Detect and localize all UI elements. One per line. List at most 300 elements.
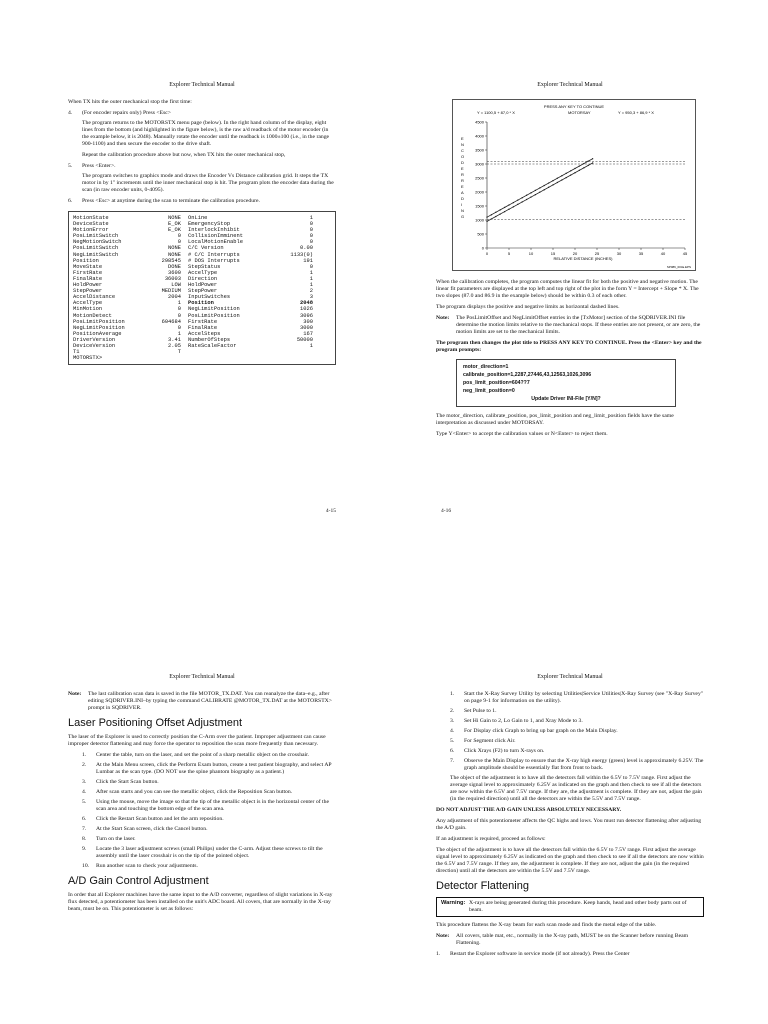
step-text: Observe the Main Display to ensure that the X-ray high energy (green) level is approximately 6.25V. The graph amplitude should be essentially flat from front to back.	[464, 758, 704, 771]
data-point	[522, 201, 523, 202]
paragraph: The object of the adjustment is to have all the detectors fall within the 6.5V to 7.5V range. First adjust the average signal level to approximately 6.25V as indicated on the graph and then check to see if all the detectors are now within the 6.5V and 7.5V range. If they are, the adjustment is complete. If they are not, adjust the gain (in the required direction) until all the detectors are within the 5.5V and 7.5V range.	[450, 775, 703, 802]
data-point	[588, 161, 589, 162]
section-title-laser: Laser Positioning Offset Adjustment	[68, 717, 243, 729]
table-cell: Direction	[188, 275, 218, 282]
page-4-16	[436, 82, 704, 442]
data-point	[504, 211, 505, 212]
step-text: Start the X-Ray Survey Utility by selecting Utilities|Service Utilities|X-Ray Survey (see "X-Ray Survey" on page 9-1 for information on the utility).	[464, 691, 704, 704]
table-cell: CollisionImminent	[188, 233, 243, 240]
x-axis-label: RELATIVE DISTANCE (INCHES)	[553, 256, 613, 261]
data-point	[574, 172, 575, 173]
data-point	[588, 165, 589, 166]
table-cell: AccelDistance	[73, 294, 116, 301]
list-item	[82, 826, 336, 833]
step-text: At the Start Scan screen, click the Cancel button.	[96, 826, 208, 832]
step-number: 1.	[450, 691, 455, 697]
table-cell: MotionError	[73, 227, 109, 234]
list-item	[82, 816, 336, 823]
paragraph: The program displays the positive and negative limits as horizontal dashed lines.	[436, 304, 620, 310]
page-number: 4-16	[441, 508, 452, 514]
table-cell: 1	[309, 215, 313, 221]
step-number: 1.	[82, 752, 87, 758]
fit-right-label: Y = 950,3 + 86,9 * X	[618, 110, 654, 115]
table-cell: HoldPower	[73, 282, 103, 289]
data-point	[486, 217, 487, 218]
data-point	[526, 199, 527, 200]
step-number: 7.	[82, 826, 87, 832]
step-number: 2.	[82, 762, 87, 768]
table-cell: 1	[177, 330, 181, 337]
table-cell: NumberOfSteps	[188, 336, 231, 343]
note-text: The PosLimitOffset and NegLimitOffset entries in the [TxMotor] section of the SQDRIVER.INI file determine the motion limits relative to the mechanical stops. If these entries are not present, or are zero, the motion limits are set to the mechanical limits.	[456, 315, 701, 335]
table-cell: 1133(0)	[290, 251, 313, 258]
y-axis-label-letter: R	[461, 178, 464, 183]
table-cell: PositionAverage	[73, 330, 122, 337]
prompt-line: calibrate_position=1,2287,27446,43,12563,1026,3096	[463, 372, 592, 378]
page-header: Explorer Technical Manual	[169, 82, 235, 88]
y-tick-label: 1000	[475, 217, 484, 223]
y-axis-label-letter: D	[461, 160, 464, 165]
step-text: Set Hi Gain to 2, Lo Gain to 1, and Xray Mode to 3.	[464, 718, 583, 724]
y-tick-label: 3500	[475, 147, 484, 153]
table-cell: FinalRate	[73, 275, 103, 282]
step-text: Locate the 3 laser adjustment screws (small Philips) under the C-arm. Adjust these screws to tilt the assembly until the laser crosshair is on the tip of the pointed object.	[96, 846, 323, 859]
data-point	[544, 189, 545, 190]
y-tick-label: 1500	[475, 203, 484, 209]
table-cell: EmergencyStop	[188, 221, 231, 228]
data-point	[579, 165, 580, 166]
table-cell: 0	[177, 324, 181, 331]
y-axis-label-letter: E	[461, 184, 464, 189]
x-tick-label: 30	[616, 251, 622, 256]
step-1	[436, 951, 704, 958]
table-cell: T1	[73, 349, 80, 356]
x-tick-label: 5	[507, 251, 511, 256]
data-point	[552, 180, 553, 181]
table-cell: 0	[309, 221, 313, 228]
data-point	[513, 202, 514, 203]
data-point	[491, 218, 492, 219]
chart-canvas	[453, 100, 695, 270]
list-item	[82, 863, 336, 870]
table-cell: 0	[309, 239, 313, 246]
list-item	[450, 708, 704, 715]
y-axis-label-letter: E	[461, 136, 464, 141]
y-axis-label-letter: G	[461, 214, 465, 219]
table-cell: 3.41	[168, 336, 181, 343]
data-point	[592, 158, 593, 159]
paragraph: When the calibration completes, the program computes the linear fit for both the positive and negative motion. The linear fit parameters are displayed at the top left and top right of the plot in the form Y = Intercept + Slope * X. The two slopes (87.0 and 86.9 in the example below) should be within 0.3 of each other.	[436, 279, 699, 299]
data-point	[574, 168, 575, 169]
table-cell: 1	[177, 300, 181, 307]
note-block	[68, 691, 336, 712]
table-cell: 2048	[300, 300, 313, 307]
step-number: 4.	[82, 789, 87, 795]
table-cell: 3096	[300, 312, 313, 319]
y-tick-label: 500	[477, 231, 484, 237]
table-cell	[273, 355, 313, 361]
paragraph: The motor_direction, calibrate_position, pos_limit_position and neg_limit_position fields have the same interpretation as discussed under MOTORSAY.	[436, 413, 674, 426]
page-header: Explorer Technical Manual	[537, 674, 603, 680]
y-axis-label-letter: D	[461, 196, 464, 201]
table-cell: LOW	[171, 282, 181, 289]
prompt-line: pos_limit_position=604??7	[463, 380, 530, 386]
table-cell: StepStatus	[188, 263, 221, 270]
table-cell: 1026	[300, 306, 313, 313]
step-number: 5.	[68, 163, 73, 169]
y-axis-label-letter: R	[461, 172, 464, 177]
table-cell: 0	[177, 306, 181, 313]
step-number: 5.	[82, 799, 87, 805]
plot-area	[475, 119, 688, 256]
step-text: At the Main Menu screen, click the Perform Exam button, create a test patient biography, and select AP Lumbar as the scan type. (DO NOT use the spine phantom biography as a patient.)	[96, 762, 332, 775]
step-5	[68, 163, 336, 170]
table-cell: NONE	[168, 251, 181, 258]
step-text: Using the mouse, move the image so that the tip of the metallic object is in the horizontal center of the scan area and touching the bottom edge of the scan area.	[96, 799, 329, 812]
paragraph: The program then changes the plot title to PRESS ANY KEY TO CONTINUE. Press the <Enter> key and the program prompts:	[436, 340, 702, 353]
data-point	[592, 162, 593, 163]
table-cell: NegLimitPosition	[73, 324, 125, 331]
chart-title: PRESS ANY KEY TO CONTINUE	[543, 104, 605, 109]
table-cell: FirstRate	[188, 318, 218, 325]
x-tick-label: 40	[660, 251, 666, 256]
paragraph: The laser of the Explorer is used to correctly position the C-Arm over the patient. Improper adjustment can cause improper detector flattening and may force the operator to reposition the scan more frequently than necessary.	[68, 734, 326, 747]
step-text: Press <Enter>.	[82, 163, 116, 169]
section-title-ad-gain: A/D Gain Control Adjustment	[68, 875, 209, 887]
data-point	[495, 212, 496, 213]
step-number: 5.	[450, 738, 455, 744]
table-cell: PosLimitSwitch	[73, 245, 119, 252]
step-number: 6.	[450, 748, 455, 754]
step-text: Set Pulse to 1.	[464, 708, 497, 714]
step-text: Click the Restart Scan button and let the arm reposition.	[96, 816, 224, 822]
note-label: Note:	[436, 315, 450, 321]
table-cell: 0	[309, 263, 313, 270]
step-number: 9.	[82, 846, 87, 852]
list-item	[450, 758, 704, 772]
page-header: Explorer Technical Manual	[169, 674, 235, 680]
paragraph: The program switches to graphics mode and draws the Encoder Vs Distance calibration grid. It steps the TX motor in by 1" increments until the inner mechanical stop is hit. The program plots the encoder data during the scan (in raw encoder units, 0-4095).	[82, 173, 334, 193]
data-point	[566, 173, 567, 174]
x-tick-label: 35	[638, 251, 644, 256]
x-tick-label: 20	[572, 251, 578, 256]
step-4	[68, 110, 336, 117]
table-cell: InterlockInhibit	[188, 227, 240, 234]
data-point	[517, 200, 518, 201]
step-text: Click Xrays (F2) to turn X-rays on.	[464, 748, 545, 754]
table-cell: 300	[303, 318, 313, 325]
step-number: 6.	[82, 816, 87, 822]
table-cell: 2.05	[168, 342, 181, 349]
step-number: 7.	[450, 758, 455, 764]
data-point	[548, 187, 549, 188]
table-cell: LocalMotionEnable	[188, 239, 243, 246]
y-axis-label-letter: C	[461, 148, 464, 153]
step-number: 8.	[82, 836, 87, 842]
table-cell: # DOS Interrupts	[188, 257, 240, 264]
step-number: 4.	[450, 728, 455, 734]
data-point	[579, 170, 580, 171]
table-cell: NONE	[168, 245, 181, 252]
step-number: 10.	[82, 863, 90, 869]
table-cell: Position	[73, 257, 99, 264]
y-tick-label: 2000	[475, 189, 484, 195]
step-text: After scan starts and you can see the metallic object, click the Reposition Scan button.	[96, 789, 293, 795]
table-cell	[185, 355, 273, 361]
table-cell: 0	[309, 227, 313, 234]
data-point	[500, 213, 501, 214]
table-cell: 36003	[164, 275, 181, 282]
ini-prompt-box	[456, 359, 676, 407]
table-cell: NegMotionSwitch	[73, 239, 122, 246]
table-cell: NONE	[168, 215, 181, 221]
figure-id: SP086_003a.EPS	[666, 265, 691, 269]
prompt-question: Update Driver INI-File [Y/N]?	[531, 396, 601, 402]
paragraph: If an adjustment is required, proceed as follows:	[436, 836, 546, 842]
step-text: Press <Esc> at anytime during the scan to terminate the calibration procedure.	[82, 198, 260, 204]
data-point	[495, 216, 496, 217]
x-tick-label: 15	[550, 251, 556, 256]
data-point	[513, 206, 514, 207]
intro-text: When TX hits the outer mechanical stop the first time:	[68, 99, 192, 105]
paragraph: The object of the adjustment is to have all the detectors fall within the 6.5V to 7.5V range. First adjust the average signal level to approximately 6.25V as indicated on the graph and then check to see if all the detectors are now within the 6.5V and 7.5V range. If they are, the adjustment is complete. If they are not, adjust the gain (in the required direction) until all the detectors are within the 5.5V and 7.5V range.	[436, 847, 704, 874]
y-axis-label-letter: N	[461, 142, 464, 147]
data-point	[561, 175, 562, 176]
step-number: 3.	[450, 718, 455, 724]
x-tick-label: 10	[528, 251, 534, 256]
table-cell: PosLimitPosition	[188, 312, 240, 319]
y-tick-label: 4000	[475, 133, 484, 139]
table-cell: AccelSteps	[188, 330, 221, 337]
list-item	[82, 799, 336, 813]
table-cell: 167	[303, 330, 313, 337]
table-cell: 50000	[296, 336, 313, 343]
list-item	[82, 762, 336, 776]
fit-left-label: Y = 1100,5 + 87,0 * X	[477, 110, 515, 115]
prompt-line: motor_direction=1	[463, 364, 509, 370]
step-number: 3.	[82, 779, 87, 785]
data-point	[486, 221, 487, 222]
table-cell: 0	[177, 312, 181, 319]
data-point	[544, 185, 545, 186]
table-cell: StepPower	[73, 288, 103, 295]
step-number: 6.	[68, 198, 73, 204]
step-number: 1.	[436, 951, 441, 957]
table-cell: 0	[177, 239, 181, 246]
x-tick-label: 45	[682, 251, 688, 256]
section-title-detector-flattening: Detector Flattening	[436, 880, 529, 892]
table-cell: FinalRate	[188, 324, 218, 331]
data-point	[504, 207, 505, 208]
table-cell: 1	[309, 275, 313, 282]
paragraph: Any adjustment of this potentiometer affects the QC highs and lows. You must run detector flattening after adjusting the A/D gain.	[436, 818, 702, 831]
table-cell: MotionState	[73, 215, 109, 221]
step-6	[68, 198, 336, 205]
data-point	[500, 209, 501, 210]
y-axis-label-letter: E	[461, 166, 464, 171]
list-item	[82, 789, 336, 796]
note-label: Note:	[436, 933, 450, 939]
fit-mid-label: MOTORSAY	[568, 110, 591, 115]
table-cell: DriverVersion	[73, 336, 116, 343]
data-point	[535, 194, 536, 195]
xray-steps-list	[436, 691, 704, 772]
table-cell: HoldPower	[188, 282, 218, 289]
table-cell: MEDIUM	[161, 288, 181, 295]
step-text: For Segment click Air.	[464, 738, 516, 744]
page-bottom-left	[68, 674, 336, 917]
data-point	[570, 170, 571, 171]
table-cell: C/C Version	[188, 245, 224, 252]
step-text: Run another scan to check your adjustments.	[96, 863, 198, 869]
data-point	[508, 204, 509, 205]
note-block	[436, 933, 704, 947]
note-text: All covers, table mat, etc., normally in the X-ray path, MUST be on the Scanner before running Beam Flattening.	[456, 933, 689, 946]
data-point	[526, 195, 527, 196]
table-cell: 604684	[161, 318, 181, 325]
table-cell: AccelType	[73, 300, 103, 307]
x-tick-label: 25	[594, 251, 600, 256]
y-axis-label-letter: O	[461, 154, 465, 159]
laser-steps-list	[68, 752, 336, 870]
table-cell: Position	[188, 300, 214, 307]
data-point	[530, 192, 531, 193]
step-number: 2.	[450, 708, 455, 714]
step-number: 4.	[68, 110, 73, 116]
x-tick-label: 0	[485, 251, 489, 256]
table-cell: 3600	[168, 269, 181, 276]
step-text: Turn on the laser.	[96, 836, 136, 842]
paragraph: In order that all Explorer machines have the same input to the A/D converter, regardless of slight variations in X-ray flux detected, a potentiometer has been installed on the unit's ADC board. All covers, that are normally in the X-ray beam, must be on. This potentiometer is set as follows:	[68, 892, 333, 912]
table-cell: 0	[177, 233, 181, 240]
table-cell: 1	[309, 342, 313, 349]
page-bottom-right	[436, 674, 704, 961]
table-cell: NegLimitSwitch	[73, 251, 119, 258]
table-cell: 1	[309, 282, 313, 289]
table-cell: 3	[309, 294, 313, 301]
y-tick-label: 0	[481, 245, 484, 251]
table-cell: 2004	[168, 294, 181, 301]
data-point	[583, 163, 584, 164]
table-cell: 2	[309, 288, 313, 295]
step-text: (For encoder repairs only) Press <Esc>	[82, 110, 172, 116]
table-cell: 0	[309, 233, 313, 240]
table-cell: 3000	[300, 324, 313, 331]
list-item	[450, 748, 704, 755]
table-cell: InputSwitches	[188, 294, 231, 301]
calibration-chart	[452, 99, 696, 271]
y-axis-label-letter: I	[461, 202, 463, 207]
paragraph: This procedure flattens the X-ray beam for each scan mode and finds the metal edge of the table.	[436, 922, 657, 928]
motorstx-status-table	[68, 211, 336, 365]
table-cell: AccelType	[188, 269, 218, 276]
y-axis-label-letter: A	[461, 190, 464, 195]
table-cell: E_OK	[168, 221, 181, 228]
table-cell: FirstRate	[73, 269, 103, 276]
prompt-line: neg_limit_position=0	[463, 388, 515, 394]
table-cell: PosLimitSwitch	[73, 233, 119, 240]
data-point	[548, 182, 549, 183]
table-cell: DeviceVersion	[73, 342, 116, 349]
warning-text: X-rays are being generated during this procedure. Keep hands, head and other body parts out of beam.	[469, 900, 687, 913]
note-label: Note:	[68, 691, 82, 697]
table-cell: MinMotion	[73, 306, 103, 313]
table-cell: MOTORSTX>	[73, 355, 103, 362]
data-point	[517, 204, 518, 205]
table-cell	[151, 355, 185, 361]
table-cell: StepPower	[188, 288, 218, 295]
paragraph: Repeat the calibration procedure above but now, when TX hits the outer mechanical stop,	[82, 152, 286, 158]
table-cell: OnLine	[188, 215, 208, 221]
data-point	[561, 179, 562, 180]
data-point	[530, 196, 531, 197]
note-text: The last calibration scan data is saved in the file MOTOR_TX.DAT. You can reanalyze the data–e.g., after editing SQDRIVER.INI–by typing the command CALIBRATE @MOTOR_TX.DAT at the MOTORSTX> prompt in SQDRIVER.	[88, 691, 332, 711]
paragraph: Type Y<Enter> to accept the calibration values or N<Enter> to reject them.	[436, 431, 608, 437]
table-cell: DeviceState	[73, 221, 109, 228]
warning-label: Warning:	[441, 900, 466, 906]
data-point	[539, 187, 540, 188]
table-cell: DONE	[168, 263, 181, 270]
table-cell: 0.00	[300, 245, 313, 252]
y-tick-label: 4500	[475, 119, 484, 125]
table-cell: MoveState	[73, 263, 103, 270]
table-cell: T	[177, 349, 181, 356]
table-cell: RateScaleFactor	[188, 342, 237, 349]
table-cell: 298545	[161, 257, 181, 264]
y-axis-label	[461, 136, 464, 219]
data-point	[566, 177, 567, 178]
data-point	[552, 184, 553, 185]
data-point	[539, 192, 540, 193]
data-point	[557, 178, 558, 179]
data-point	[491, 214, 492, 215]
data-point	[557, 182, 558, 183]
list-item	[82, 846, 336, 860]
page-number: 4-15	[325, 508, 336, 514]
y-axis-label-letter: N	[461, 208, 464, 213]
step-text: For Display click Graph to bring up bar graph on the Main Display.	[464, 728, 618, 734]
list-item	[450, 738, 704, 745]
table-cell: E_OK	[168, 227, 181, 234]
table-cell: MotionDetect	[73, 312, 112, 319]
table-cell: PosLimitPosition	[73, 318, 125, 325]
list-item	[82, 836, 336, 843]
paragraph: The program returns to the MOTORSTX menu page (below). In the right hand column of the display, eight lines from the bottom (and highlighted in the figure below), is the raw a/d readback of the motor encoder (in the example below, it is 2048). Manually rotate the encoder until the readback is 1000±100 (i.e., in the range 900-1100) and then secure the encoder to the drive shaft.	[82, 120, 330, 147]
step-text: Restart the Explorer software in service mode (if not already). Press the Center	[450, 951, 630, 957]
page-4-15	[68, 82, 336, 365]
table-cell: 191	[303, 257, 313, 264]
y-tick-label: 2500	[475, 175, 484, 181]
list-item	[450, 728, 704, 735]
note-block	[436, 315, 704, 336]
warning-box	[436, 897, 704, 917]
caution-text: DO NOT ADJUST THE A/D GAIN UNLESS ABSOLUTELY NECESSARY.	[436, 807, 622, 813]
data-point	[583, 167, 584, 168]
table-cell: NegLimitPosition	[188, 306, 240, 313]
data-point	[508, 209, 509, 210]
data-point	[522, 197, 523, 198]
list-item	[450, 691, 704, 705]
list-item	[82, 779, 336, 786]
list-item	[450, 718, 704, 725]
data-point	[535, 190, 536, 191]
table-cell: 1	[309, 269, 313, 276]
step-text: Click the Start Scan button.	[96, 779, 159, 785]
table-cell: # C/C Interrupts	[188, 251, 240, 258]
page-header: Explorer Technical Manual	[537, 82, 603, 88]
y-tick-label: 3000	[475, 161, 484, 167]
list-item	[82, 752, 336, 759]
